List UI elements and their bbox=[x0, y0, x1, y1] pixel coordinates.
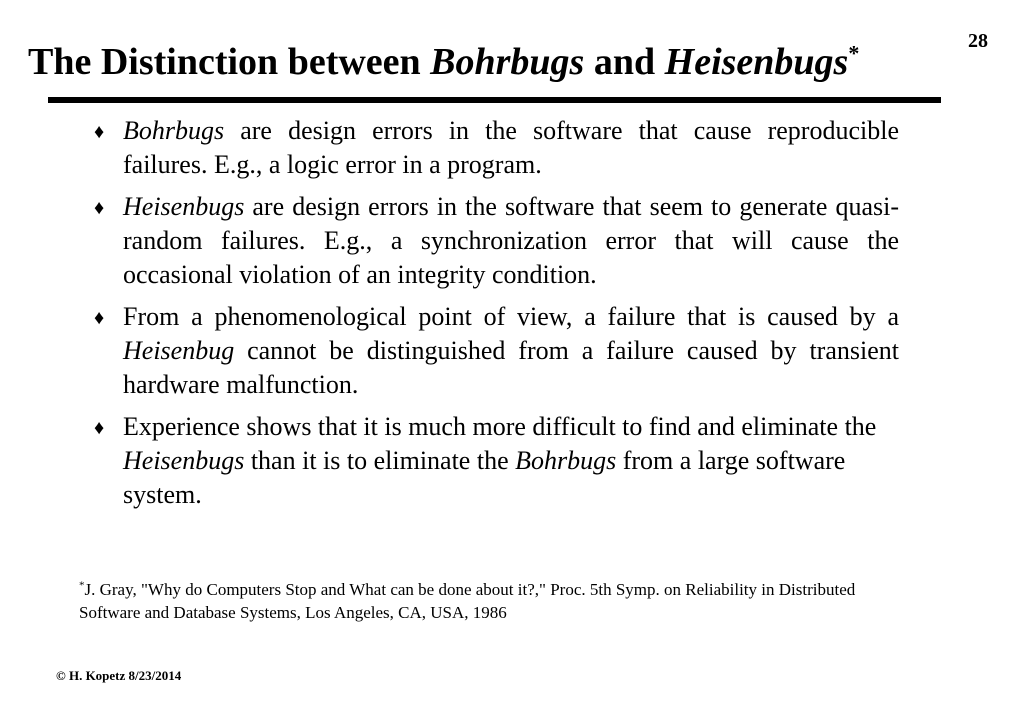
bullet-term: Heisenbugs bbox=[123, 192, 245, 221]
diamond-bullet-icon: ♦ bbox=[94, 417, 105, 439]
bullet-item-phenomenological bbox=[94, 300, 899, 402]
bullet-segment: Experience shows that it is much more difficult to find and eliminate the bbox=[123, 412, 877, 441]
title-text-part2: and bbox=[584, 41, 665, 83]
slide-number: 28 bbox=[968, 30, 988, 52]
footnote-citation bbox=[79, 578, 859, 624]
bullet-segment: From a phenomenological point of view, a failure that is caused by a bbox=[123, 302, 899, 331]
bullet-text bbox=[123, 116, 899, 179]
copyright-notice: © H. Kopetz 8/23/2014 bbox=[56, 668, 182, 683]
footnote-text: J. Gray, "Why do Computers Stop and What can be done about it?," Proc. 5th Symp. on Reliability in Distributed Software and Database Systems, Los Angeles, CA, USA, 1986 bbox=[79, 580, 856, 622]
bullet-segment: are design errors in the software that seem to generate quasi-random failures. E.g., a synchronization error that will cause the occasional violation of an integrity condition. bbox=[123, 192, 899, 289]
title-term-bohrbugs: Bohrbugs bbox=[430, 41, 585, 83]
diamond-bullet-icon: ♦ bbox=[94, 121, 105, 143]
bullet-text bbox=[123, 192, 899, 289]
diamond-bullet-icon: ♦ bbox=[94, 307, 105, 329]
title-footnote-marker: * bbox=[848, 40, 860, 66]
slide-title bbox=[28, 38, 859, 86]
bullet-text bbox=[123, 412, 876, 509]
title-text-part1: The Distinction between bbox=[28, 41, 431, 83]
bullet-segment: than it is to eliminate the bbox=[244, 446, 516, 475]
bullet-item-bohrbugs bbox=[94, 114, 899, 182]
bullet-term: Heisenbugs bbox=[123, 446, 245, 475]
diamond-bullet-icon: ♦ bbox=[94, 197, 105, 219]
bullet-text bbox=[123, 302, 899, 399]
bullet-segment: are design errors in the software that cause reproducible failures. E.g., a logic error in a program. bbox=[123, 116, 899, 179]
title-divider bbox=[48, 97, 941, 103]
title-term-heisenbugs: Heisenbugs bbox=[664, 41, 849, 83]
bullet-term: Heisenbug bbox=[123, 336, 235, 365]
footnote-marker: * bbox=[79, 579, 85, 592]
bullet-term: Bohrbugs bbox=[515, 446, 617, 475]
bullet-segment: cannot be distinguished from a failure caused by transient hardware malfunction. bbox=[123, 336, 899, 399]
bullet-list bbox=[94, 114, 899, 520]
bullet-term: Bohrbugs bbox=[123, 116, 225, 145]
bullet-segment: from a large software system. bbox=[123, 446, 846, 509]
bullet-item-heisenbugs bbox=[94, 190, 899, 292]
bullet-item-experience bbox=[94, 410, 899, 512]
